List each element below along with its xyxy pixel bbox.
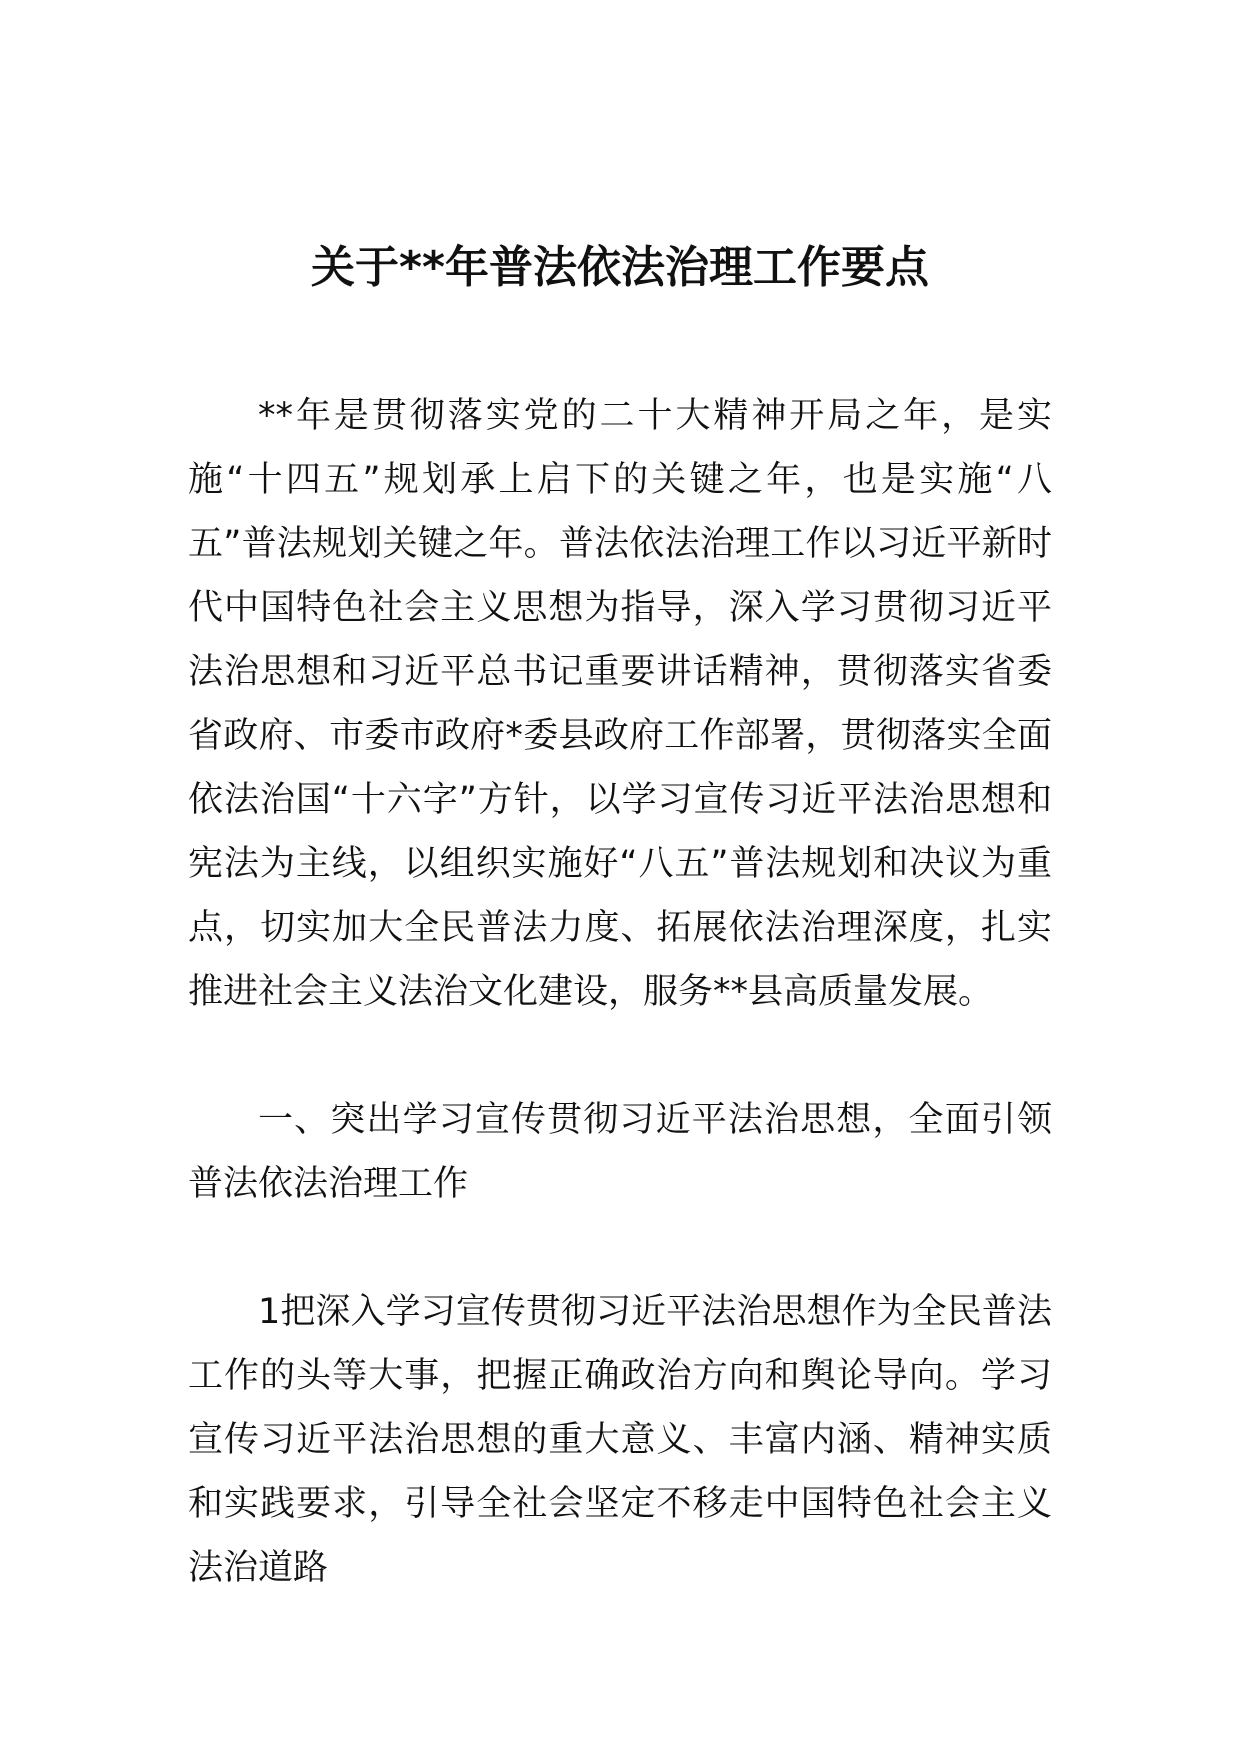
document-body [188, 384, 1052, 1664]
section-heading: 一、突出学习宣传贯彻习近平法治思想，全面引领普法依法治理工作 [188, 1100, 1052, 1204]
document-title: 关于**年普法依法治理工作要点 [310, 242, 930, 294]
item-paragraph: 1把深入学习宣传贯彻习近平法治思想作为全民普法工作的头等大事，把握正确政治方向和舆论导向。学习宣传习近平法治思想的重大意义、丰富内涵、精神实质和实践要求，引导全社会坚定不移走中国特色社会主义法治道路 [188, 1292, 1052, 1588]
intro-paragraph: **年是贯彻落实党的二十大精神开局之年，是实施“十四五”规划承上启下的关键之年，也是实施“八五”普法规划关键之年。普法依法治理工作以习近平新时代中国特色社会主义思想为指导，深入学习贯彻习近平法治思想和习近平总书记重要讲话精神，贯彻落实省委省政府、市委市政府*委县政府工作部署，贯彻落实全面依法治国“十六字”方针，以学习宣传习近平法治思想和宪法为主线，以组织实施好“八五”普法规划和决议为重点，切实加大全民普法力度、拓展依法治理深度，扎实推进社会主义法治文化建设，服务**县高质量发展。 [188, 396, 1052, 1012]
